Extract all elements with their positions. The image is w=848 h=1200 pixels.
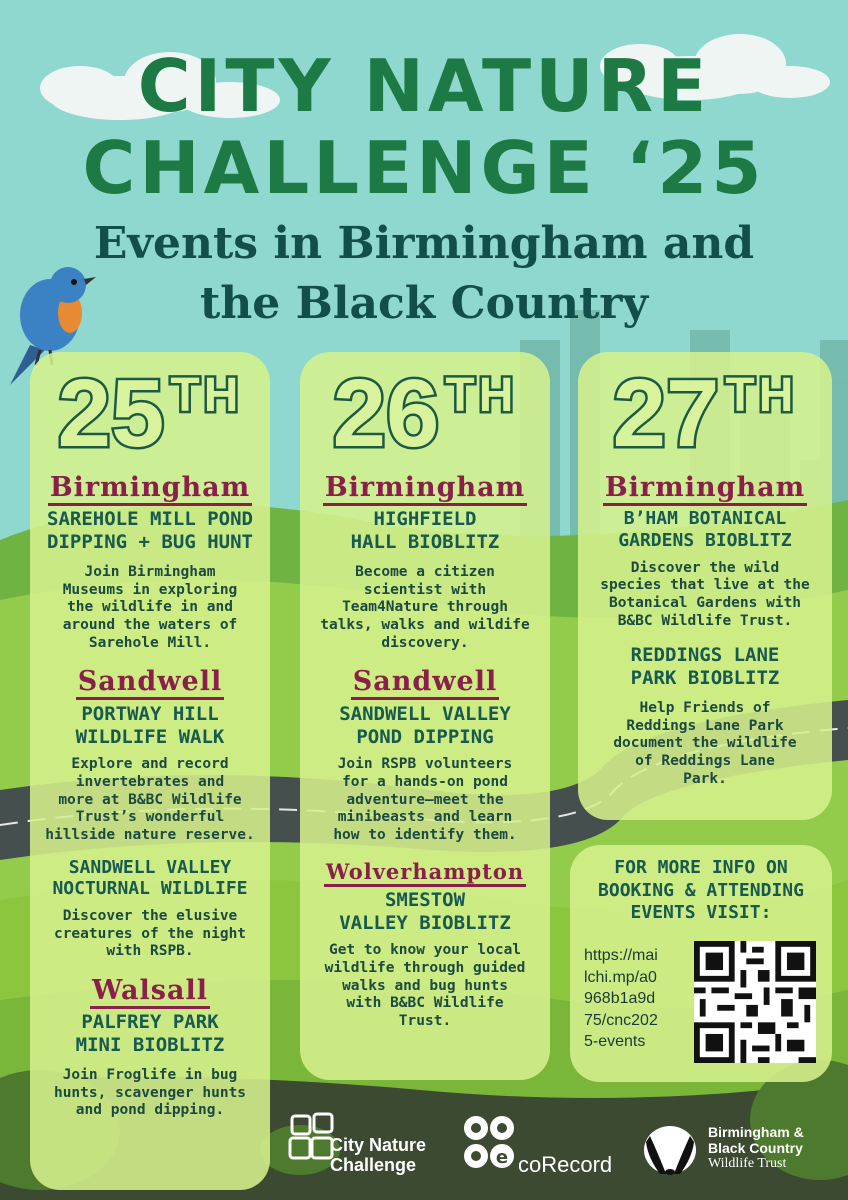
info-box	[570, 845, 832, 1082]
event-title: B’HAM BOTANICAL GARDENS BIOBLITZ	[618, 508, 792, 551]
city-nature-challenge-logo	[286, 1112, 446, 1182]
badger-icon	[640, 1118, 700, 1178]
area-heading-wolverhampton: Wolverhampton	[300, 861, 550, 883]
area-heading-birmingham: Birmingham	[300, 474, 550, 502]
day-suffix: TH	[170, 369, 243, 422]
day-number: 25	[57, 360, 165, 467]
info-title: FOR MORE INFO ON BOOKING & ATTENDING EVENTS VISIT:	[598, 857, 804, 923]
subtitle-line-1: Events in Birmingham and	[93, 218, 755, 269]
day-25-heading	[30, 360, 270, 467]
bbc-wildlife-trust-logo	[640, 1118, 840, 1188]
ecorecord-text: coRecord	[518, 1152, 613, 1177]
event-title: HIGHFIELD HALL BIOBLITZ	[350, 508, 500, 554]
event-description: Explore and record invertebrates and more at B&BC Wildlife Trust’s wonderful hillside nature reserve.	[45, 756, 255, 844]
event-title: PALFREY PARK MINI BIOBLITZ	[75, 1011, 225, 1057]
ecorecord-e-glyph: e	[495, 1147, 509, 1168]
area-heading-sandwell: Sandwell	[30, 668, 270, 696]
day-suffix: TH	[725, 369, 798, 422]
event-title: SAREHOLE MILL POND DIPPING + BUG HUNT	[47, 508, 253, 554]
event-description: Discover the wild species that live at the Botanical Gardens with B&BC Wildlife Trust.	[600, 559, 810, 629]
event-description: Join Birmingham Museums in exploring the wildlife in and around the waters of Sarehole Mill.	[62, 563, 238, 651]
event-description: Join Froglife in bug hunts, scavenger hunts and pond dipping.	[53, 1066, 247, 1119]
area-heading-walsall: Walsall	[30, 977, 270, 1005]
ecorecord-logo	[462, 1114, 632, 1184]
day-number: 26	[332, 360, 440, 467]
trust-line-2: Black Country	[708, 1140, 803, 1157]
event-title: SANDWELL VALLEY POND DIPPING	[339, 702, 511, 748]
day-column-26	[300, 352, 550, 1080]
event-description: Join RSPB volunteers for a hands-on pond adventure—meet the minibeasts and learn how to identify them.	[333, 756, 517, 844]
event-title: PORTWAY HILL WILDLIFE WALK	[75, 702, 225, 748]
trust-line-3: Wildlife Trust	[708, 1156, 787, 1172]
area-heading-birmingham: Birmingham	[578, 474, 832, 502]
event-title: SMESTOW VALLEY BIOBLITZ	[339, 888, 511, 934]
area-heading-sandwell: Sandwell	[300, 668, 550, 696]
event-description: Become a citizen scientist with Team4Nature through talks, walks and wildife discovery.	[320, 563, 530, 651]
title-line-1: CITY NATURE	[137, 44, 711, 128]
event-description: Discover the elusive creatures of the night with RSPB.	[53, 907, 247, 960]
day-27-heading	[578, 360, 832, 467]
day-number: 27	[612, 360, 720, 467]
cnc-line-1: City Nature	[330, 1135, 427, 1155]
event-title: SANDWELL VALLEY NOCTURNAL WILDLIFE	[52, 856, 248, 900]
trust-line-1: Birmingham &	[708, 1124, 804, 1140]
day-column-25	[30, 352, 270, 1190]
subtitle-line-2: the Black Country	[199, 278, 649, 329]
info-url[interactable]: https://mai lchi.mp/a0 968b1a9d 75/cnc202 5-events	[584, 947, 658, 1051]
day-26-heading	[300, 360, 550, 467]
cnc-line-2: Challenge	[330, 1154, 417, 1175]
area-heading-birmingham: Birmingham	[30, 474, 270, 502]
event-description: Help Friends of Reddings Lane Park document the wildlife of Reddings Lane Park.	[613, 699, 797, 787]
qr-code[interactable]	[694, 941, 816, 1063]
day-column-27	[578, 352, 832, 820]
event-description: Get to know your local wildlife through guided walks and bug hunts with B&BC Wildlife Trust.	[324, 942, 526, 1030]
day-suffix: TH	[445, 369, 518, 422]
title-line-2: CHALLENGE ‘25	[82, 126, 766, 210]
event-title: REDDINGS LANE PARK BIOBLITZ	[630, 644, 780, 690]
cnc-logo-icon	[286, 1112, 336, 1180]
